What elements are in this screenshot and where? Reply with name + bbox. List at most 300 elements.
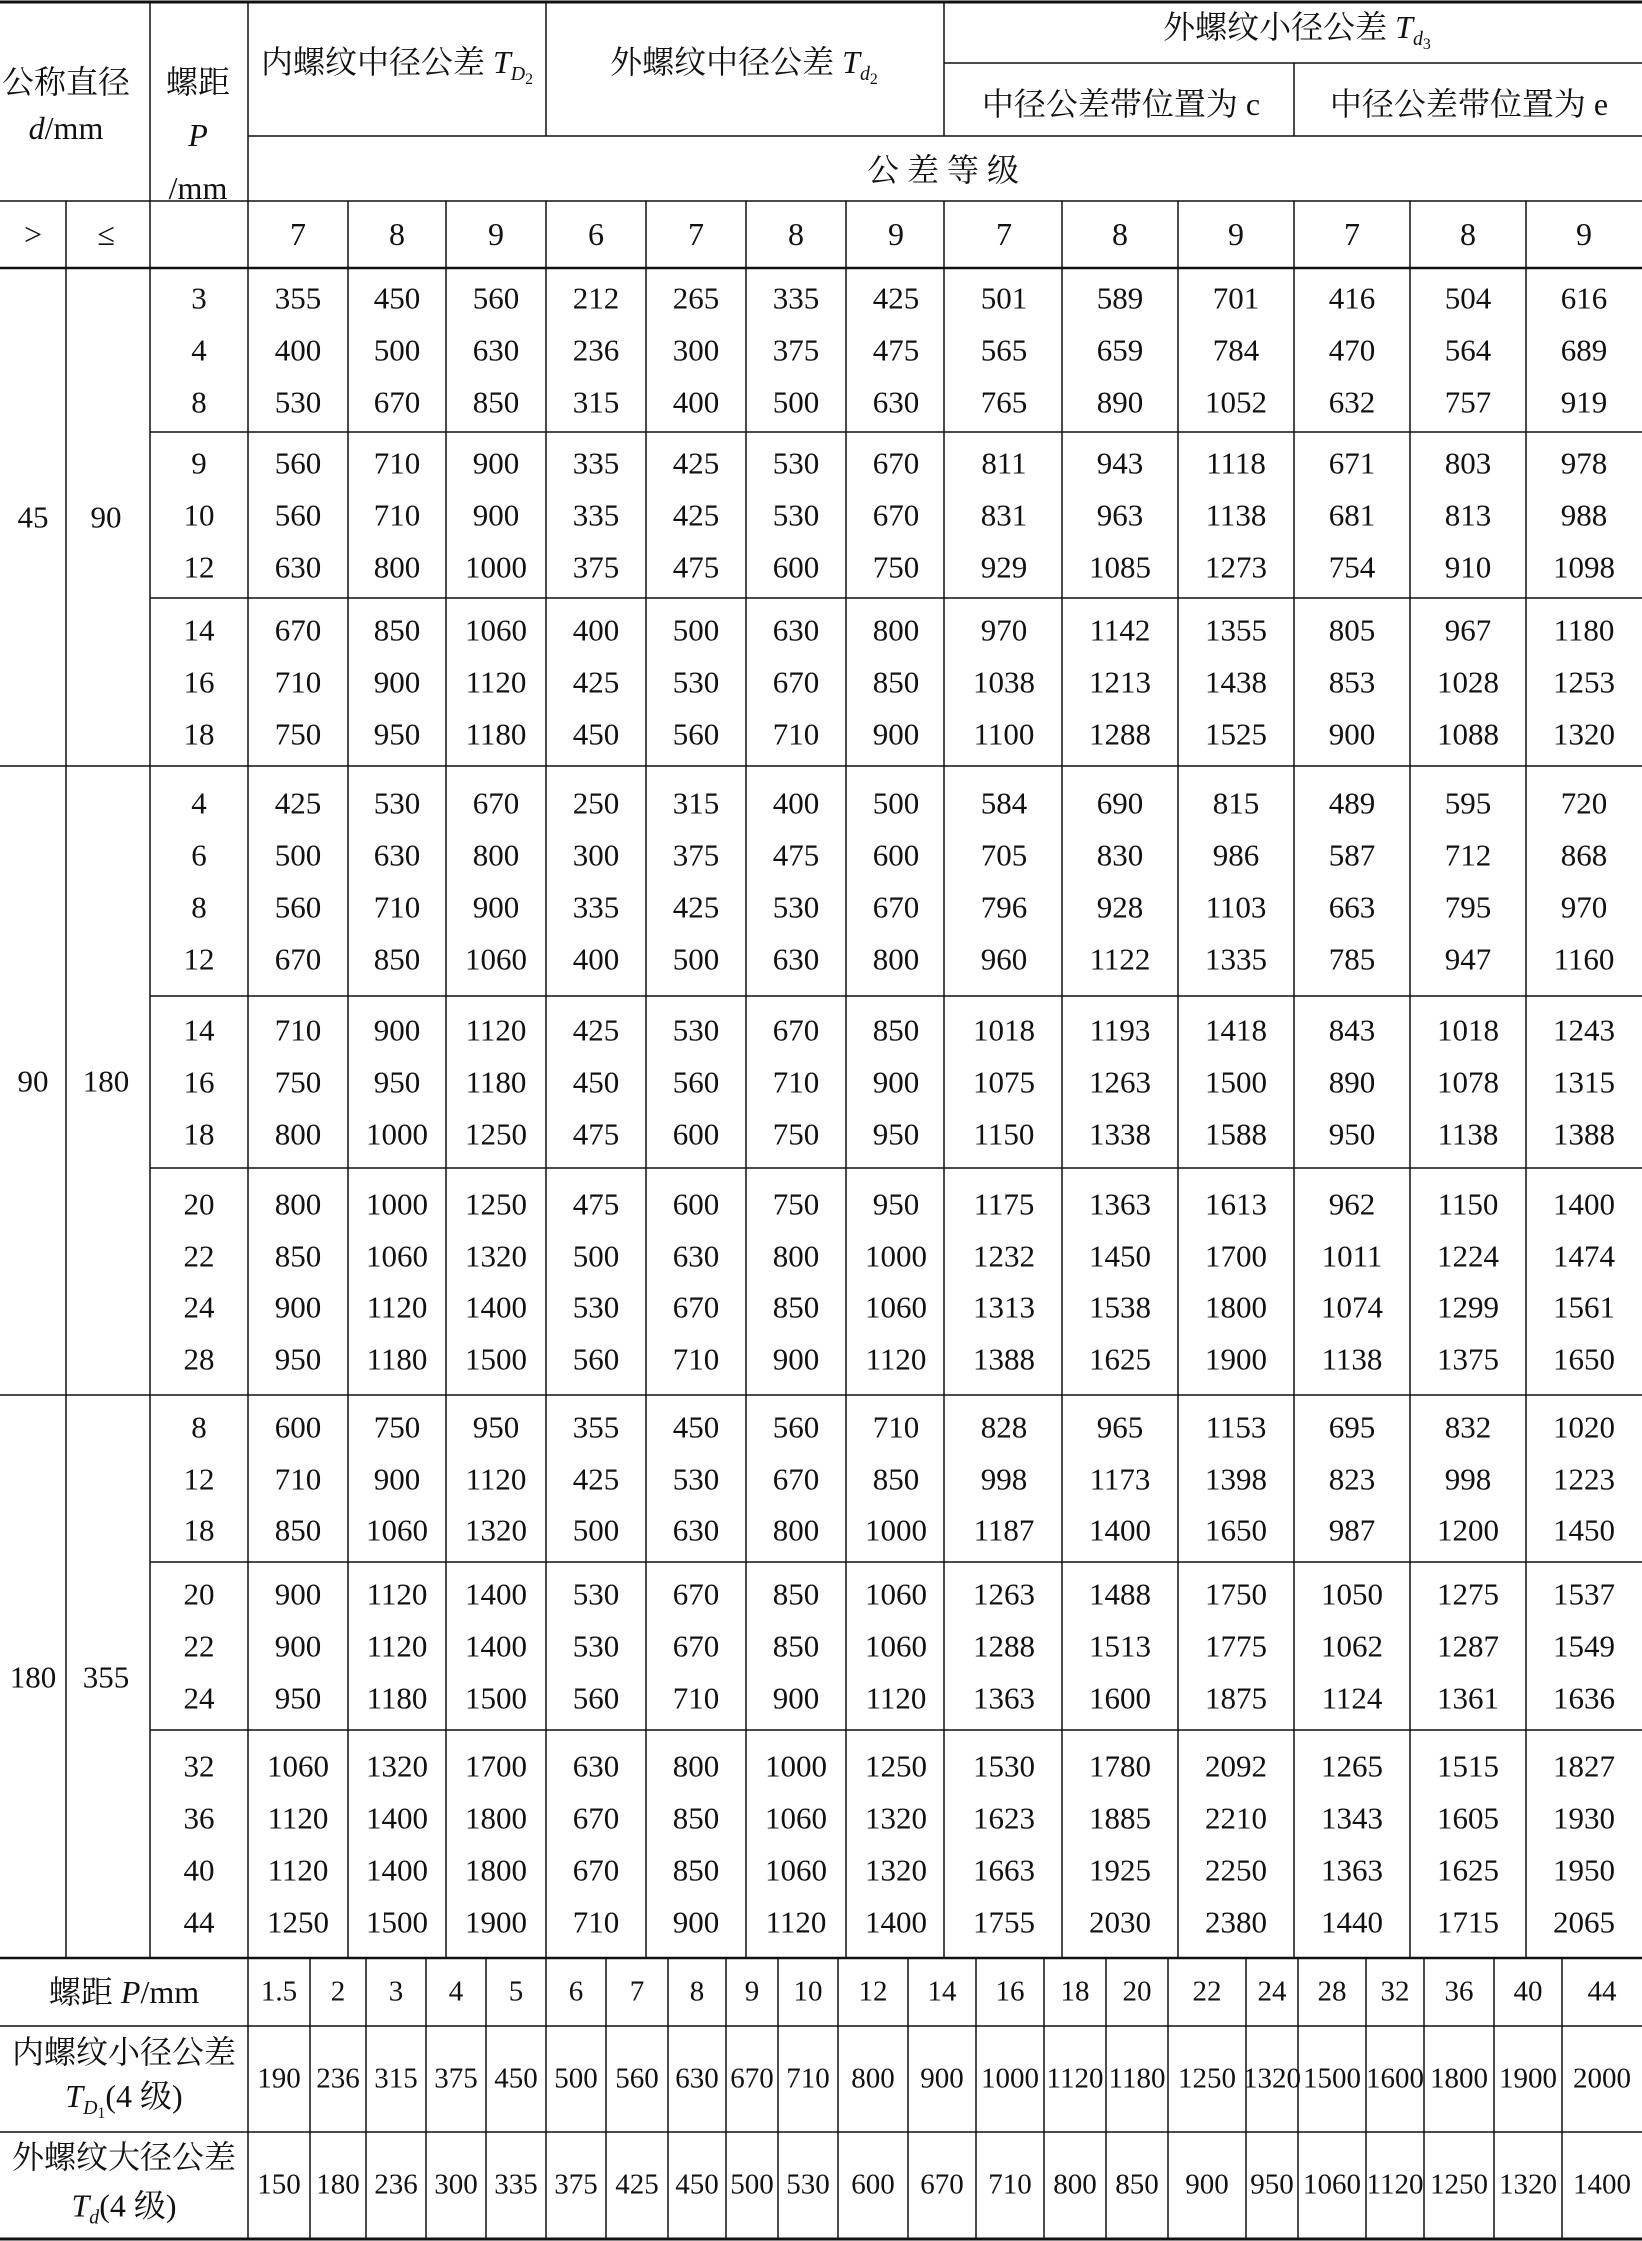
tolerance-cell: 850	[672, 1852, 720, 1888]
tolerance-cell: 1060	[366, 1238, 428, 1274]
tolerance-cell: 811	[981, 445, 1027, 481]
tolerance-cell: 890	[1096, 384, 1144, 420]
tolerance-cell: 850	[672, 1800, 720, 1836]
tolerance-cell: 1299	[1437, 1289, 1499, 1325]
range-less-equal: 180	[82, 1063, 130, 1098]
tolerance-cell: 800	[872, 612, 920, 648]
external-major-tolerance-cell: 710	[988, 2168, 1032, 2201]
tolerance-cell: 962	[1328, 1186, 1376, 1222]
tolerance-cell: 1320	[1553, 716, 1615, 752]
internal-minor-tolerance-cell: 800	[851, 2062, 895, 2095]
tolerance-cell: 998	[1444, 1461, 1492, 1496]
sub-3: 3	[1422, 36, 1431, 54]
tolerance-cell: 630	[274, 549, 322, 585]
tolerance-cell: 1440	[1321, 1904, 1383, 1940]
tolerance-cell: 2065	[1553, 1904, 1615, 1940]
external-major-tolerance-cell: 236	[374, 2168, 418, 2201]
tolerance-cell: 530	[274, 384, 322, 420]
tolerance-cell: 1663	[973, 1852, 1035, 1888]
tolerance-cell: 1900	[1205, 1341, 1267, 1377]
d-symbol: d	[28, 110, 45, 146]
tolerance-cell: 800	[373, 549, 421, 585]
tolerance-cell: 967	[1444, 612, 1492, 648]
tolerance-cell: 1000	[865, 1238, 927, 1274]
tolerance-cell: 1515	[1437, 1748, 1499, 1784]
tolerance-cell: 375	[672, 837, 720, 873]
label: 螺距	[48, 1974, 121, 2010]
pitch-cell: 12	[183, 549, 215, 585]
internal-minor-tolerance-cell: 710	[786, 2062, 830, 2095]
tolerance-cell: 710	[373, 889, 421, 925]
tolerance-cell: 530	[672, 1012, 720, 1048]
tolerance-cell: 1000	[865, 1512, 927, 1548]
tolerance-cell: 1636	[1553, 1680, 1615, 1716]
tolerance-cell: 868	[1560, 837, 1608, 873]
tolerance-cell: 500	[274, 837, 322, 873]
pitch-cell: 16	[183, 1064, 215, 1100]
tolerance-cell: 400	[274, 332, 322, 368]
external-major-tolerance-cell: 600	[851, 2168, 895, 2201]
tolerance-cell: 1320	[465, 1512, 527, 1548]
pitch-cell: 8	[191, 1409, 207, 1445]
bottom-pitch-cell: 8	[689, 1975, 705, 2008]
tolerance-cell: 530	[772, 445, 820, 481]
unit: /mm	[140, 1974, 200, 2010]
header-nominal-diameter-unit	[29, 112, 104, 144]
tolerance-cell: 1173	[1089, 1461, 1151, 1496]
internal-minor-tolerance-cell: 1800	[1430, 2062, 1488, 2095]
tolerance-cell: 800	[772, 1238, 820, 1274]
tolerance-cell: 1122	[1089, 941, 1151, 977]
tolerance-cell: 1250	[267, 1904, 329, 1940]
tolerance-cell: 695	[1328, 1409, 1376, 1445]
pitch-cell: 12	[183, 1461, 215, 1496]
internal-minor-tolerance-cell: 670	[730, 2062, 774, 2095]
header-pitch: 螺距	[165, 64, 231, 100]
tolerance-cell: 530	[572, 1628, 620, 1664]
pitch-cell: 12	[183, 941, 215, 977]
tolerance-cell: 701	[1212, 280, 1260, 316]
tolerance-cell: 1288	[973, 1628, 1035, 1664]
tolerance-cell: 919	[1560, 384, 1608, 420]
tolerance-cell: 1180	[1553, 612, 1615, 648]
tolerance-cell: 1355	[1205, 612, 1267, 648]
bottom-pitch-label	[49, 1976, 199, 2008]
tolerance-cell: 560	[274, 497, 322, 533]
grade: (4 级)	[105, 2078, 183, 2115]
tolerance-cell: 1180	[465, 716, 527, 752]
tolerance-cell: 1315	[1553, 1064, 1615, 1100]
tolerance-cell: 600	[772, 549, 820, 585]
external-major-tolerance-cell: 850	[1115, 2168, 1159, 2201]
tolerance-cell: 1120	[267, 1852, 329, 1888]
tolerance-cell: 750	[772, 1186, 820, 1222]
tolerance-cell: 850	[872, 1461, 920, 1496]
tolerance-cell: 1224	[1437, 1238, 1499, 1274]
tolerance-cell: 831	[980, 497, 1028, 533]
tolerance-cell: 1388	[1553, 1116, 1615, 1152]
tolerance-cell: 1605	[1437, 1800, 1499, 1836]
tolerance-cell: 670	[472, 785, 520, 821]
tolerance-cell: 1120	[267, 1800, 329, 1836]
tolerance-cell: 1650	[1553, 1341, 1615, 1377]
tolerance-cell: 1537	[1553, 1576, 1615, 1612]
tolerance-cell: 1060	[765, 1852, 827, 1888]
external-major-tolerance-cell: 1320	[1499, 2168, 1557, 2201]
tolerance-cell: 475	[872, 332, 920, 368]
tolerance-cell: 1213	[1089, 664, 1151, 700]
tolerance-cell: 659	[1096, 332, 1144, 368]
tolerance-cell: 1827	[1553, 1748, 1615, 1784]
tolerance-cell: 630	[373, 837, 421, 873]
internal-minor-tolerance-cell: 1600	[1366, 2062, 1424, 2095]
tolerance-cell: 2030	[1089, 1904, 1151, 1940]
tolerance-cell: 1513	[1089, 1628, 1151, 1664]
tolerance-cell: 560	[572, 1680, 620, 1716]
sub-2: 2	[525, 71, 534, 89]
grade-cell: 9	[488, 216, 504, 252]
pitch-cell: 3	[191, 280, 207, 316]
tolerance-cell: 800	[872, 941, 920, 977]
tolerance-cell: 750	[373, 1409, 421, 1445]
tolerance-cell: 681	[1328, 497, 1376, 533]
header-pitch-symbol: P	[188, 117, 208, 153]
grade-cell: 6	[588, 216, 604, 252]
bottom-external-major-symbol	[71, 2187, 177, 2229]
tolerance-cell: 850	[772, 1289, 820, 1325]
tolerance-cell: 1153	[1205, 1409, 1267, 1445]
tolerance-cell: 670	[672, 1289, 720, 1325]
tolerance-cell: 670	[672, 1576, 720, 1612]
tolerance-cell: 710	[274, 1012, 322, 1048]
tolerance-cell: 425	[672, 889, 720, 925]
tolerance-cell: 300	[672, 332, 720, 368]
bottom-pitch-cell: 2	[330, 1975, 346, 2008]
tolerance-cell: 1613	[1205, 1186, 1267, 1222]
sub-d: d	[859, 63, 870, 86]
tolerance-cell: 530	[772, 889, 820, 925]
tolerance-cell: 265	[672, 280, 720, 316]
pitch-cell: 36	[183, 1800, 215, 1836]
internal-minor-tolerance-cell: 1250	[1178, 2062, 1236, 2095]
tolerance-cell: 500	[373, 332, 421, 368]
tolerance-cell: 910	[1444, 549, 1492, 585]
tolerance-cell: 1250	[865, 1748, 927, 1784]
tolerance-cell: 565	[980, 332, 1028, 368]
tolerance-cell: 963	[1096, 497, 1144, 533]
tolerance-cell: 710	[772, 716, 820, 752]
tolerance-cell: 1138	[1321, 1341, 1383, 1377]
tolerance-cell: 630	[472, 332, 520, 368]
tolerance-cell: 500	[572, 1238, 620, 1274]
grade-cell: 8	[1112, 216, 1128, 252]
tolerance-cell: 587	[1328, 837, 1376, 873]
tolerance-cell: 947	[1444, 941, 1492, 977]
pitch-cell: 40	[183, 1852, 215, 1888]
t-symbol: T	[65, 2078, 84, 2115]
grade-cell: 9	[1576, 216, 1592, 252]
tolerance-cell: 400	[772, 785, 820, 821]
tolerance-cell: 1750	[1205, 1576, 1267, 1612]
header-position-e: 中径公差带位置为 e	[1329, 86, 1609, 122]
tolerance-cell: 1120	[366, 1576, 428, 1612]
tolerance-cell: 710	[274, 1461, 322, 1496]
pitch-cell: 24	[183, 1680, 215, 1716]
tolerance-cell: 1263	[1089, 1064, 1151, 1100]
tolerance-cell: 710	[373, 445, 421, 481]
tolerance-cell: 1625	[1437, 1852, 1499, 1888]
tolerance-cell: 1875	[1205, 1680, 1267, 1716]
tolerance-cell: 850	[772, 1576, 820, 1612]
tolerance-cell: 630	[872, 384, 920, 420]
external-major-tolerance-cell: 1400	[1573, 2168, 1631, 2201]
tolerance-cell: 375	[772, 332, 820, 368]
tolerance-cell: 1085	[1089, 549, 1151, 585]
header-tolerance-grade: 公 差 等 级	[866, 152, 1020, 188]
tolerance-cell: 1060	[865, 1289, 927, 1325]
tolerance-cell: 1950	[1553, 1852, 1615, 1888]
tolerance-cell: 823	[1328, 1461, 1376, 1496]
bottom-external-major-label: 外螺纹大径公差	[11, 2139, 237, 2175]
tolerance-cell: 355	[572, 1409, 620, 1445]
tolerance-cell: 2210	[1205, 1800, 1267, 1836]
tolerance-cell: 850	[872, 664, 920, 700]
tolerance-cell: 754	[1328, 549, 1376, 585]
tolerance-cell: 950	[274, 1341, 322, 1377]
grade-cell: 7	[996, 216, 1012, 252]
tolerance-cell: 1700	[1205, 1238, 1267, 1274]
tolerance-cell: 1438	[1205, 664, 1267, 700]
pitch-cell: 18	[183, 1512, 215, 1548]
tolerance-cell: 1074	[1321, 1289, 1383, 1325]
tolerance-cell: 1335	[1205, 941, 1267, 977]
tolerance-cell: 750	[872, 549, 920, 585]
tolerance-cell: 1588	[1205, 1116, 1267, 1152]
bottom-pitch-cell: 12	[858, 1975, 888, 2008]
range-greater-than: 45	[17, 499, 49, 535]
tolerance-cell: 928	[1096, 889, 1144, 925]
tolerance-cell: 670	[872, 497, 920, 533]
tolerance-cell: 1400	[465, 1289, 527, 1325]
internal-minor-tolerance-cell: 560	[615, 2062, 659, 2095]
internal-minor-tolerance-cell: 2000	[1573, 2062, 1631, 2095]
tolerance-cell: 1120	[865, 1341, 927, 1377]
tolerance-cell: 950	[373, 716, 421, 752]
sub-d: d	[89, 2206, 100, 2229]
sub-d: d	[1412, 28, 1423, 51]
tolerance-cell: 663	[1328, 889, 1376, 925]
pitch-cell: 22	[183, 1238, 215, 1274]
external-major-tolerance-cell: 450	[675, 2168, 719, 2201]
tolerance-cell: 1400	[465, 1628, 527, 1664]
tolerance-cell: 1250	[465, 1116, 527, 1152]
tolerance-cell: 965	[1096, 1409, 1144, 1445]
tolerance-cell: 1232	[973, 1238, 1035, 1274]
internal-minor-tolerance-cell: 236	[316, 2062, 360, 2095]
tolerance-cell: 670	[274, 941, 322, 977]
tolerance-cell: 530	[672, 1461, 720, 1496]
tolerance-cell: 560	[672, 1064, 720, 1100]
tolerance-cell: 1930	[1553, 1800, 1615, 1836]
header-external-minor-dia-tolerance	[1163, 11, 1431, 53]
tolerance-cell: 1400	[366, 1852, 428, 1888]
range-greater-than: 90	[17, 1063, 49, 1098]
bottom-pitch-cell: 3	[388, 1975, 404, 2008]
tolerance-cell: 1180	[366, 1680, 428, 1716]
internal-minor-tolerance-cell: 1900	[1499, 2062, 1557, 2095]
external-major-tolerance-cell: 900	[1185, 2168, 1229, 2201]
pitch-cell: 18	[183, 1116, 215, 1152]
tolerance-cell: 1474	[1553, 1238, 1615, 1274]
tolerance-cell: 1243	[1553, 1012, 1615, 1048]
tolerance-cell: 853	[1328, 664, 1376, 700]
tolerance-cell: 1530	[973, 1748, 1035, 1784]
tolerance-cell: 1388	[973, 1341, 1035, 1377]
tolerance-cell: 1780	[1089, 1748, 1151, 1784]
tolerance-cell: 1062	[1321, 1628, 1383, 1664]
pitch-cell: 22	[183, 1628, 215, 1664]
label: 内螺纹中径公差	[260, 44, 493, 81]
pitch-cell: 8	[191, 384, 207, 420]
tolerance-cell: 560	[572, 1341, 620, 1377]
tolerance-cell: 765	[980, 384, 1028, 420]
tolerance-cell: 400	[572, 612, 620, 648]
tolerance-cell: 425	[672, 445, 720, 481]
tolerance-cell: 475	[772, 837, 820, 873]
bottom-pitch-cell: 36	[1444, 1975, 1474, 2008]
tolerance-cell: 986	[1212, 837, 1260, 873]
external-major-tolerance-cell: 800	[1053, 2168, 1097, 2201]
tolerance-cell: 630	[772, 612, 820, 648]
external-major-tolerance-cell: 425	[615, 2168, 659, 2201]
tolerance-cell: 1313	[973, 1289, 1035, 1325]
grade-cell: 7	[688, 216, 704, 252]
tolerance-cell: 670	[772, 1461, 820, 1496]
tolerance-cell: 1320	[366, 1748, 428, 1784]
tolerance-cell: 1623	[973, 1800, 1035, 1836]
tolerance-cell: 1363	[973, 1680, 1035, 1716]
tolerance-cell: 670	[772, 1012, 820, 1048]
tolerance-cell: 710	[672, 1680, 720, 1716]
bottom-pitch-cell: 7	[629, 1975, 645, 2008]
tolerance-cell: 1288	[1089, 716, 1151, 752]
tolerance-cell: 212	[572, 280, 620, 316]
tolerance-cell: 670	[772, 664, 820, 700]
tolerance-cell: 670	[572, 1800, 620, 1836]
tolerance-cell: 712	[1444, 837, 1492, 873]
tolerance-cell: 1398	[1205, 1461, 1267, 1496]
tolerance-cell: 300	[572, 837, 620, 873]
tolerance-cell: 236	[572, 332, 620, 368]
tolerance-cell: 987	[1328, 1512, 1376, 1548]
tolerance-cell: 1900	[465, 1904, 527, 1940]
tolerance-cell: 1000	[366, 1116, 428, 1152]
external-major-tolerance-cell: 500	[730, 2168, 774, 2201]
tolerance-cell: 1273	[1205, 549, 1267, 585]
tolerance-cell: 1011	[1321, 1238, 1383, 1274]
sub-1: 1	[97, 2105, 106, 2123]
tolerance-cell: 815	[1212, 785, 1260, 821]
tolerance-cell: 1018	[1437, 1012, 1499, 1048]
tolerance-cell: 1060	[465, 612, 527, 648]
tolerance-cell: 1715	[1437, 1904, 1499, 1940]
tolerance-cell: 1600	[1089, 1680, 1151, 1716]
tolerance-cell: 1175	[973, 1186, 1035, 1222]
tolerance-cell: 1400	[1553, 1186, 1615, 1222]
tolerance-cell: 1488	[1089, 1576, 1151, 1612]
tolerance-cell: 425	[572, 1012, 620, 1048]
internal-minor-tolerance-cell: 375	[434, 2062, 478, 2095]
pitch-cell: 6	[191, 837, 207, 873]
pitch-cell: 8	[191, 889, 207, 925]
tolerance-cell: 998	[980, 1461, 1028, 1496]
tolerance-cell: 705	[980, 837, 1028, 873]
tolerance-cell: 501	[980, 280, 1028, 316]
bottom-pitch-cell: 1.5	[260, 1975, 298, 2008]
tolerance-cell: 970	[980, 612, 1028, 648]
tolerance-cell: 1275	[1437, 1576, 1499, 1612]
tolerance-cell: 1100	[973, 716, 1035, 752]
tolerance-cell: 450	[672, 1409, 720, 1445]
tolerance-cell: 988	[1560, 497, 1608, 533]
tolerance-cell: 900	[373, 664, 421, 700]
header-position-c: 中径公差带位置为 c	[981, 86, 1261, 122]
range-greater-than: 180	[9, 1659, 57, 1694]
tolerance-cell: 425	[872, 280, 920, 316]
tolerance-cell: 1120	[366, 1628, 428, 1664]
tolerance-cell: 560	[274, 445, 322, 481]
tolerance-cell: 450	[572, 716, 620, 752]
internal-minor-tolerance-cell: 1180	[1108, 2062, 1166, 2095]
external-major-tolerance-cell: 375	[554, 2168, 598, 2201]
tolerance-cell: 805	[1328, 612, 1376, 648]
tolerance-cell: 600	[672, 1116, 720, 1152]
grade-cell: 8	[1460, 216, 1476, 252]
tolerance-cell: 890	[1328, 1064, 1376, 1100]
tolerance-cell: 900	[472, 497, 520, 533]
tolerance-cell: 315	[572, 384, 620, 420]
tolerance-cell: 425	[672, 497, 720, 533]
tolerance-cell: 1120	[465, 664, 527, 700]
tolerance-cell: 750	[274, 716, 322, 752]
tolerance-cell: 560	[472, 280, 520, 316]
tolerance-cell: 800	[772, 1512, 820, 1548]
tolerance-cell: 720	[1560, 785, 1608, 821]
tolerance-cell: 475	[672, 549, 720, 585]
pitch-cell: 20	[183, 1576, 215, 1612]
tolerance-cell: 1180	[465, 1064, 527, 1100]
tolerance-cell: 600	[672, 1186, 720, 1222]
tolerance-cell: 1625	[1089, 1341, 1151, 1377]
tolerance-cell: 750	[274, 1064, 322, 1100]
tolerance-cell: 850	[772, 1628, 820, 1664]
tolerance-cell: 1187	[973, 1512, 1035, 1548]
t-symbol: T	[842, 44, 860, 81]
tolerance-cell: 1000	[366, 1186, 428, 1222]
tolerance-cell: 1885	[1089, 1800, 1151, 1836]
tolerance-cell: 470	[1328, 332, 1376, 368]
t-symbol: T	[71, 2187, 90, 2224]
tolerance-cell: 1400	[1089, 1512, 1151, 1548]
tolerance-cell: 900	[373, 1461, 421, 1496]
tolerance-cell: 795	[1444, 889, 1492, 925]
sub-d: D	[83, 2097, 98, 2120]
tolerance-cell: 530	[373, 785, 421, 821]
tolerance-cell: 1400	[465, 1576, 527, 1612]
external-major-tolerance-cell: 530	[786, 2168, 830, 2201]
tolerance-cell: 1124	[1321, 1680, 1383, 1716]
tolerance-cell: 900	[472, 889, 520, 925]
